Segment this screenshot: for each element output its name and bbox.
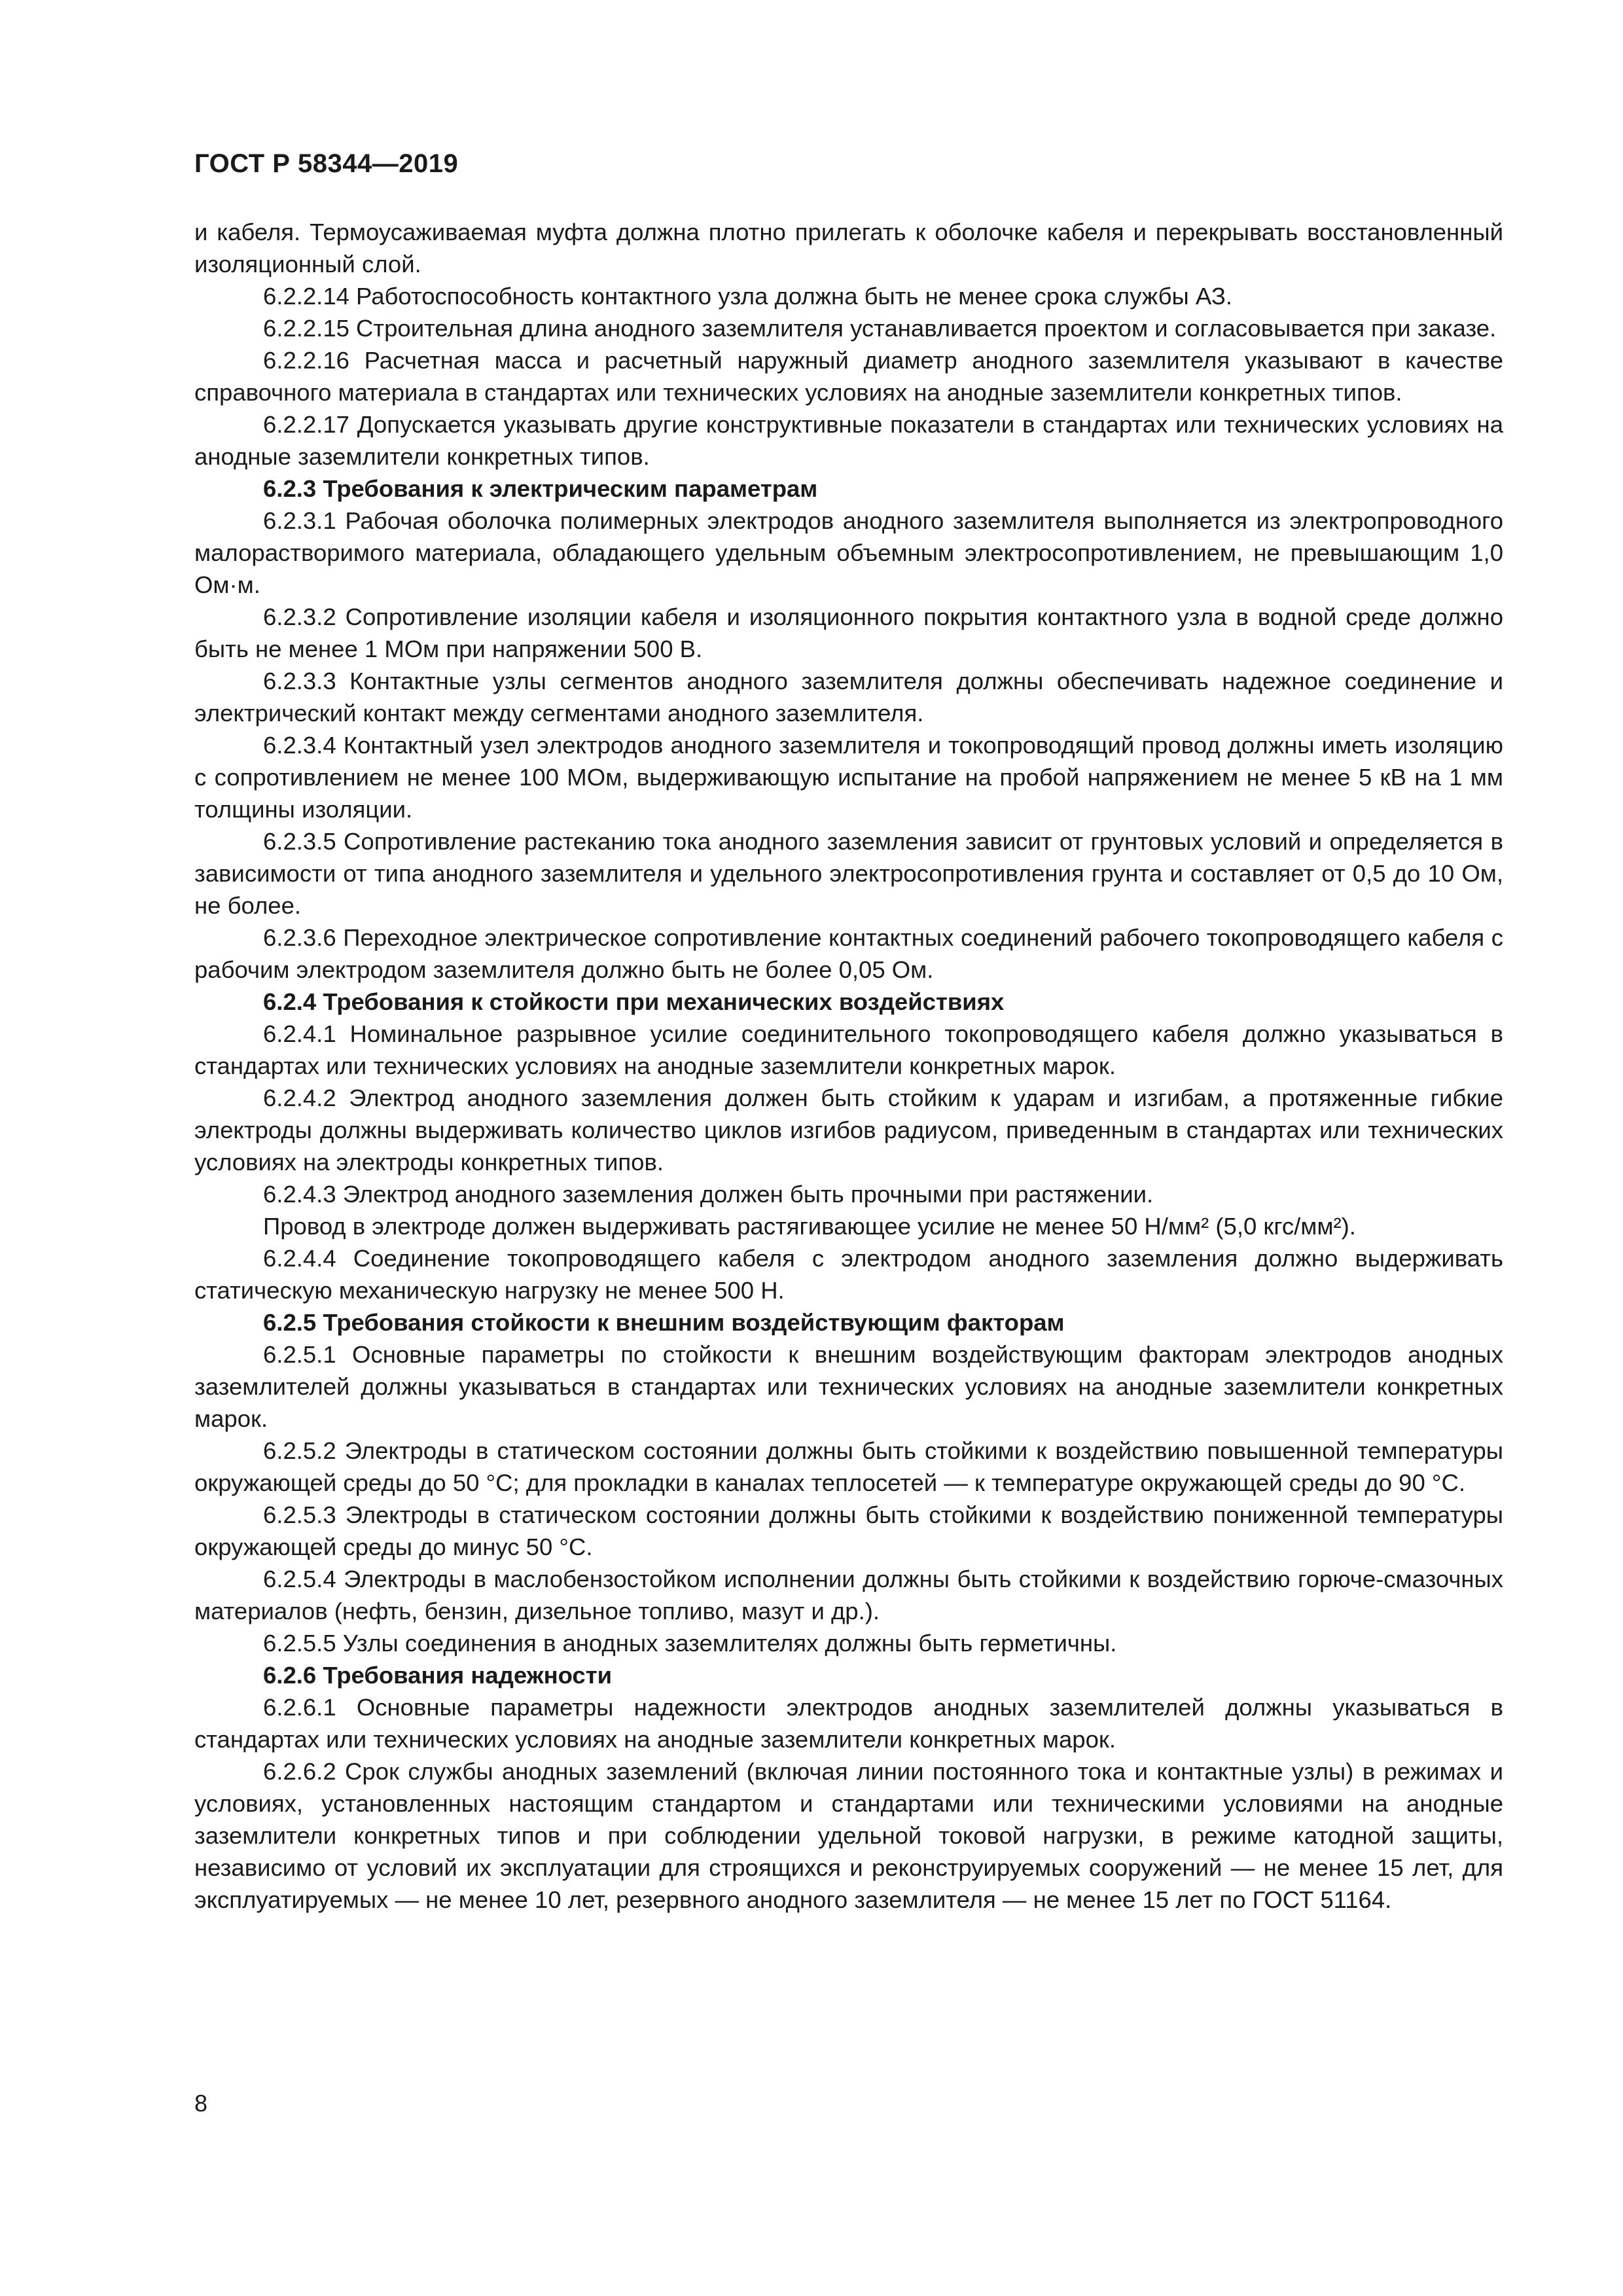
clause-6-2-3-4: 6.2.3.4 Контактный узел электродов анодного заземлителя и токопроводящий провод должны иметь изоляцию с сопротивлением не менее 100 МОм, выдерживающую испытание на пробой напряжением не менее 5 кВ на 1 мм толщины изоляции. — [194, 732, 1503, 823]
clause-6-2-4-3: 6.2.4.3 Электрод анодного заземления должен быть прочными при растяжении. — [263, 1181, 1154, 1208]
document-body — [194, 216, 1503, 1916]
section-heading-6-2-5: 6.2.5 Требования стойкости к внешним воздействующим факторам — [263, 1309, 1065, 1336]
clause-6-2-4-3-continuation: Провод в электроде должен выдерживать растягивающее усилие не менее 50 Н/мм² (5,0 кгс/мм²). — [263, 1213, 1356, 1240]
standard-header: ГОСТ Р 58344—2019 — [194, 149, 459, 178]
clause-6-2-5-5: 6.2.5.5 Узлы соединения в анодных заземлителях должны быть герметичны. — [263, 1630, 1117, 1657]
clause-6-2-3-1: 6.2.3.1 Рабочая оболочка полимерных электродов анодного заземлителя выполняется из электропроводного малорастворимого материала, обладающего удельным объемным электросопротивлением, не превышающим 1,0 Ом·м. — [194, 507, 1503, 598]
clause-6-2-6-2: 6.2.6.2 Срок службы анодных заземлений (включая линии постоянного тока и контактные узлы) в режимах и условиях, установленных настоящим стандартом и стандартами или техническими условиями на анодные заземлители конкретных типов и при соблюдении удельной токовой нагрузки, в режиме катодной защиты, независимо от условий их эксплуатации для строящихся и реконструируемых сооружений — не менее 15 лет, для эксплуатируемых — не менее 10 лет, резервного анодного заземлителя — не менее 15 лет по ГОСТ 51164. — [194, 1758, 1503, 1913]
clause-6-2-3-5: 6.2.3.5 Сопротивление растеканию тока анодного заземления зависит от грунтовых условий и определяется в зависимости от типа анодного заземлителя и удельного электросопротивления грунта и составляет от 0,5 до 10 Ом, не более. — [194, 828, 1503, 919]
clause-6-2-4-2: 6.2.4.2 Электрод анодного заземления должен быть стойким к ударам и изгибам, а протяженные гибкие электроды должны выдерживать количество циклов изгибов радиусом, приведенным в стандартах или технических условиях на электроды конкретных типов. — [194, 1085, 1503, 1175]
clause-6-2-2-15: 6.2.2.15 Строительная длина анодного заземлителя устанавливается проектом и согласовывается при заказе. — [263, 315, 1497, 342]
clause-6-2-5-4: 6.2.5.4 Электроды в маслобензостойком исполнении должны быть стойкими к воздействию горюче-смазочных материалов (нефть, бензин, дизельное топливо, мазут и др.). — [194, 1566, 1503, 1624]
section-heading-6-2-4: 6.2.4 Требования к стойкости при механических воздействиях — [263, 988, 1005, 1015]
clause-6-2-3-2: 6.2.3.2 Сопротивление изоляции кабеля и изоляционного покрытия контактного узла в водной среде должно быть не менее 1 МОм при напряжении 500 В. — [194, 603, 1503, 662]
clause-6-2-2-14: 6.2.2.14 Работоспособность контактного узла должна быть не менее срока службы АЗ. — [263, 283, 1233, 310]
section-heading-6-2-6: 6.2.6 Требования надежности — [263, 1662, 613, 1689]
section-heading-6-2-3: 6.2.3 Требования к электрическим параметрам — [263, 475, 818, 502]
clause-6-2-3-3: 6.2.3.3 Контактные узлы сегментов анодного заземлителя должны обеспечивать надежное соединение и электрический контакт между сегментами анодного заземлителя. — [194, 668, 1503, 726]
clause-6-2-3-6: 6.2.3.6 Переходное электрическое сопротивление контактных соединений рабочего токопроводящего кабеля с рабочим электродом заземлителя должно быть не более 0,05 Ом. — [194, 924, 1503, 983]
clause-6-2-4-4: 6.2.4.4 Соединение токопроводящего кабеля с электродом анодного заземления должно выдерживать статическую механическую нагрузку не менее 500 Н. — [194, 1245, 1503, 1304]
clause-6-2-2-16: 6.2.2.16 Расчетная масса и расчетный наружный диаметр анодного заземлителя указывают в качестве справочного материала в стандартах или технических условиях на анодные заземлители конкретных типов. — [194, 347, 1503, 406]
clause-6-2-4-1: 6.2.4.1 Номинальное разрывное усилие соединительного токопроводящего кабеля должно указываться в стандартах или технических условиях на анодные заземлители конкретных марок. — [194, 1020, 1503, 1079]
page-number: 8 — [194, 2090, 208, 2117]
clause-6-2-5-3: 6.2.5.3 Электроды в статическом состоянии должны быть стойкими к воздействию пониженной температуры окружающей среды до минус 50 °С. — [194, 1501, 1503, 1560]
clause-6-2-5-1: 6.2.5.1 Основные параметры по стойкости к внешним воздействующим факторам электродов анодных заземлителей должны указываться в стандартах или технических условиях на анодные заземлители конкретных марок. — [194, 1341, 1503, 1432]
clause-6-2-6-1: 6.2.6.1 Основные параметры надежности электродов анодных заземлителей должны указываться в стандартах или технических условиях на анодные заземлители конкретных марок. — [194, 1694, 1503, 1753]
clause-6-2-5-2: 6.2.5.2 Электроды в статическом состоянии должны быть стойкими к воздействию повышенной температуры окружающей среды до 50 °С; для прокладки в каналах теплосетей — к температуре окружающей среды до 90 °С. — [194, 1437, 1503, 1496]
clause-6-2-2-17: 6.2.2.17 Допускается указывать другие конструктивные показатели в стандартах или технических условиях на анодные заземлители конкретных типов. — [194, 411, 1503, 470]
paragraph-continuation: и кабеля. Термоусаживаемая муфта должна плотно прилегать к оболочке кабеля и перекрывать восстановленный изоляционный слой. — [194, 219, 1503, 278]
